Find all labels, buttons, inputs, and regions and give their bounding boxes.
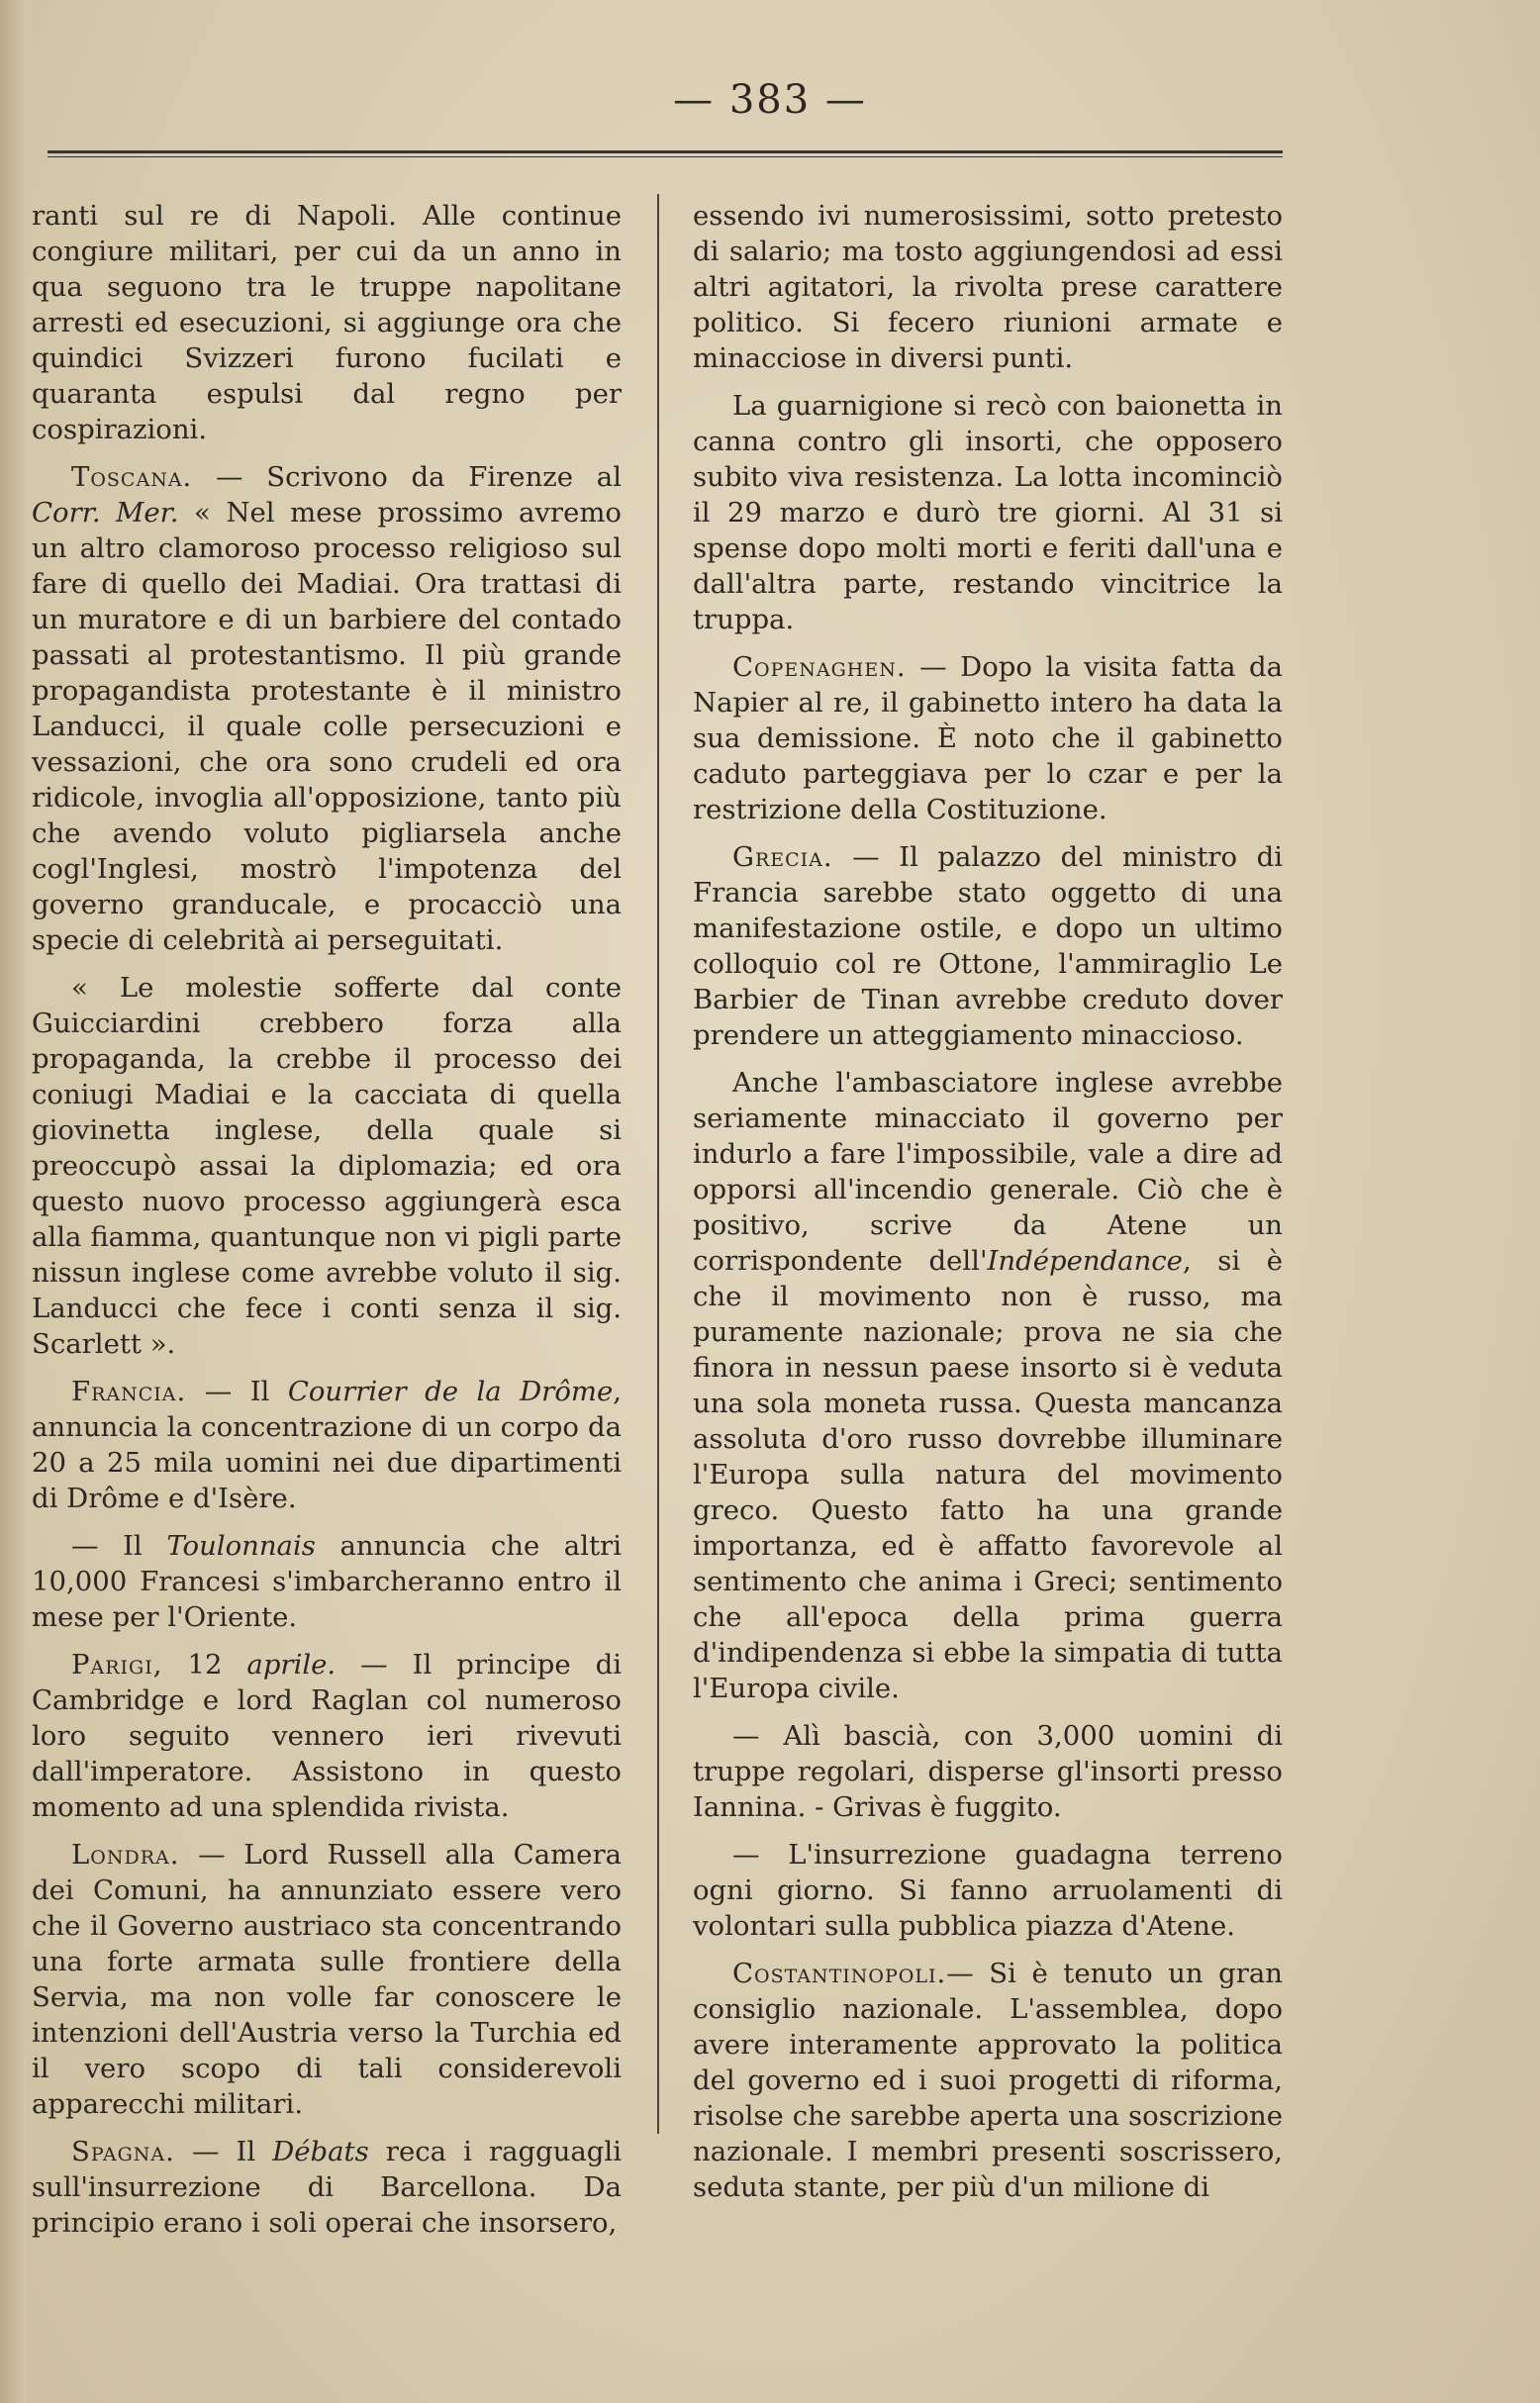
dateline-costantinopoli: Costantinopoli.: [732, 1958, 947, 1989]
page-number: — 383 —: [673, 77, 867, 123]
source-courrier: Courrier de la Drôme: [287, 1376, 614, 1407]
paragraph-insurrezione: — L'insurrezione guadagna terreno ogni giorno. Si fanno arruolamenti di volontari sulla pubblica piazza d'Atene.: [693, 1839, 1283, 1942]
dateline-copenaghen: Copenaghen.: [732, 651, 907, 683]
paragraph-napoli: ranti sul re di Napoli. Alle continue congiure militari, per cui da un anno in qua seguono tra le truppe napolitane arresti ed esecuzioni, si aggiunge ora che quindici Svizzeri furono fucilati e quaranta espulsi dal regno per cospirazioni.: [32, 200, 622, 445]
source-toulonnais: Toulonnais: [166, 1530, 316, 1562]
source-corr-mer: Corr. Mer.: [32, 497, 179, 529]
source-independance: Indépendance: [987, 1245, 1183, 1277]
text-span: — Il: [186, 1376, 288, 1407]
text-span: — Lord Russell alla Camera dei Comuni, ha annunziato essere vero che il Governo austriaco sta concentrando una forte armata sulle frontiere della Servia, ma non volle far conoscere le intenzioni dell'Austria verso la Turchia ed il vero scopo di tali considerevoli apparecchi militari.: [32, 1839, 622, 2120]
text-span: — Il: [174, 2136, 273, 2167]
dateline-parigi: Parigi,: [71, 1649, 163, 1681]
column-divider: [657, 194, 659, 2134]
header-rule: [48, 150, 1283, 157]
dateline-toscana: Toscana.: [71, 461, 193, 493]
text-span: — Il palazzo del ministro di Francia sarebbe stato oggetto di una manifestazione ostile, e dopo un ultimo colloquio col re Ottone, l'ammiraglio Le Barbier de Tinan avrebbe creduto dover prendere un atteggiamento minaccioso.: [693, 841, 1283, 1051]
dateline-grecia: Grecia.: [732, 841, 833, 873]
dateline-londra: Londra.: [71, 1839, 180, 1871]
paragraph-costantinopoli: [693, 1956, 1283, 2205]
paragraph-toulonnais: [32, 1528, 622, 1635]
text-span: reca i ragguagli sull'insurrezione di Barcellona. Da principio erano i soli operai che insorsero,: [32, 2136, 622, 2239]
paragraph-guarnigione: La guarnigione si recò con baionetta in canna contro gli insorti, che opposero subito viva resistenza. La lotta incominciò il 29 marzo e durò tre giorni. Al 31 si spense dopo molti morti e feriti dall'una e dall'altra parte, restando vincitrice la truppa.: [693, 390, 1283, 635]
paragraph-ambasciatore: [693, 1065, 1283, 1706]
source-debats: Débats: [272, 2136, 369, 2167]
paragraph-londra: [32, 1837, 622, 2122]
left-column: [32, 198, 622, 2253]
text-span: — Dopo la visita fatta da Napier al re, il gabinetto intero ha data la sua demissione. È noto che il gabinetto caduto parteggiava per lo czar e per la restrizione della Costituzione.: [693, 651, 1283, 825]
text-span: 12: [162, 1649, 247, 1681]
paragraph-barcellona-cont: essendo ivi numerosissimi, sotto pretesto di salario; ma tosto aggiungendosi ad essi altri agitatori, la rivolta prese carattere politico. Si fecero riunioni armate e minacciose in diversi punti.: [693, 200, 1283, 374]
text-span: — Il: [71, 1530, 167, 1562]
text-span: , si è che il movimento non è russo, ma puramente nazionale; prova ne sia che finora in nessun paese insorto si è veduta una sola moneta russa. Questa mancanza assoluta d'oro russo dovrebbe illuminare l'Europa sulla natura del movimento greco. Questo fatto ha una grande importanza, ed è affatto favorevole al sentimento che anima i Greci; sentimento che all'epoca della prima guerra d'indipendenza si ebbe la simpatia di tutta l'Europa civile.: [693, 1245, 1283, 1704]
text-span: — Il principe di Cambridge e lord Raglan col numeroso loro seguito vennero ieri rivevuti dall'imperatore. Assistono in questo momento ad una splendida rivista.: [32, 1649, 622, 1823]
paragraph-toscana: [32, 459, 622, 958]
text-span: Anche l'ambasciatore inglese avrebbe seriamente minacciato il governo per indurlo a fare l'impossibile, vale a dire ad opporsi all'incendio generale. Ciò che è positivo, scrive da Atene un corrispondente dell': [693, 1067, 1283, 1277]
page-spine-shadow: [0, 0, 26, 2403]
paragraph-francia: [32, 1374, 622, 1516]
text-span: — Scrivono da Firenze al: [192, 461, 622, 493]
text-span: annuncia che altri 10,000 Francesi s'imbarcheranno entro il mese per l'Oriente.: [32, 1530, 622, 1633]
paragraph-copenaghen: [693, 649, 1283, 827]
dateline-francia: Francia.: [71, 1376, 187, 1407]
text-span: , annuncia la concentrazione di un corpo da 20 a 25 mila uomini nei due dipartimenti di Drôme e d'Isère.: [32, 1376, 622, 1514]
dateline-month: aprile.: [246, 1649, 337, 1681]
paragraph-guicciardini: « Le molestie sofferte dal conte Guicciardini crebbero forza alla propaganda, la crebbe il processo dei coniugi Madiai e la cacciata di quella giovinetta inglese, della quale si preoccupò assai la diplomazia; ed ora questo nuovo processo aggiungerà esca alla fiamma, quantunque non vi pigli parte nissun inglese come avrebbe voluto il sig. Landucci che fece i conti senza il sig. Scarlett ».: [32, 972, 622, 1360]
paragraph-parigi: [32, 1647, 622, 1825]
right-column: [693, 198, 1283, 2217]
dateline-spagna: Spagna.: [71, 2136, 175, 2167]
paragraph-spagna: [32, 2134, 622, 2241]
paragraph-ali-bascia: — Alì bascià, con 3,000 uomini di truppe regolari, disperse gl'insorti presso Iannina. - Grivas è fuggito.: [693, 1720, 1283, 1823]
text-span: — Si è tenuto un gran consiglio nazionale. L'assemblea, dopo avere interamente approvato la politica del governo ed i suoi progetti di riforma, risolse che sarebbe aperta una soscrizione nazionale. I membri presenti soscrissero, seduta stante, per più d'un milione di: [693, 1958, 1283, 2203]
paragraph-grecia: [693, 839, 1283, 1053]
text-span: « Nel mese prossimo avremo un altro clamoroso processo religioso sul fare di quello dei Madiai. Ora trattasi di un muratore e di un barbiere del contado passati al protestantismo. Il più grande propagandista protestante è il ministro Landucci, il quale colle persecuzioni e vessazioni, che ora sono crudeli ed ora ridicole, invoglia all'opposizione, tanto più che avendo voluto pigliarsela anche cogl'Inglesi, mostrò l'impotenza del governo granducale, e procacciò una specie di celebrità ai perseguitati.: [32, 497, 622, 956]
